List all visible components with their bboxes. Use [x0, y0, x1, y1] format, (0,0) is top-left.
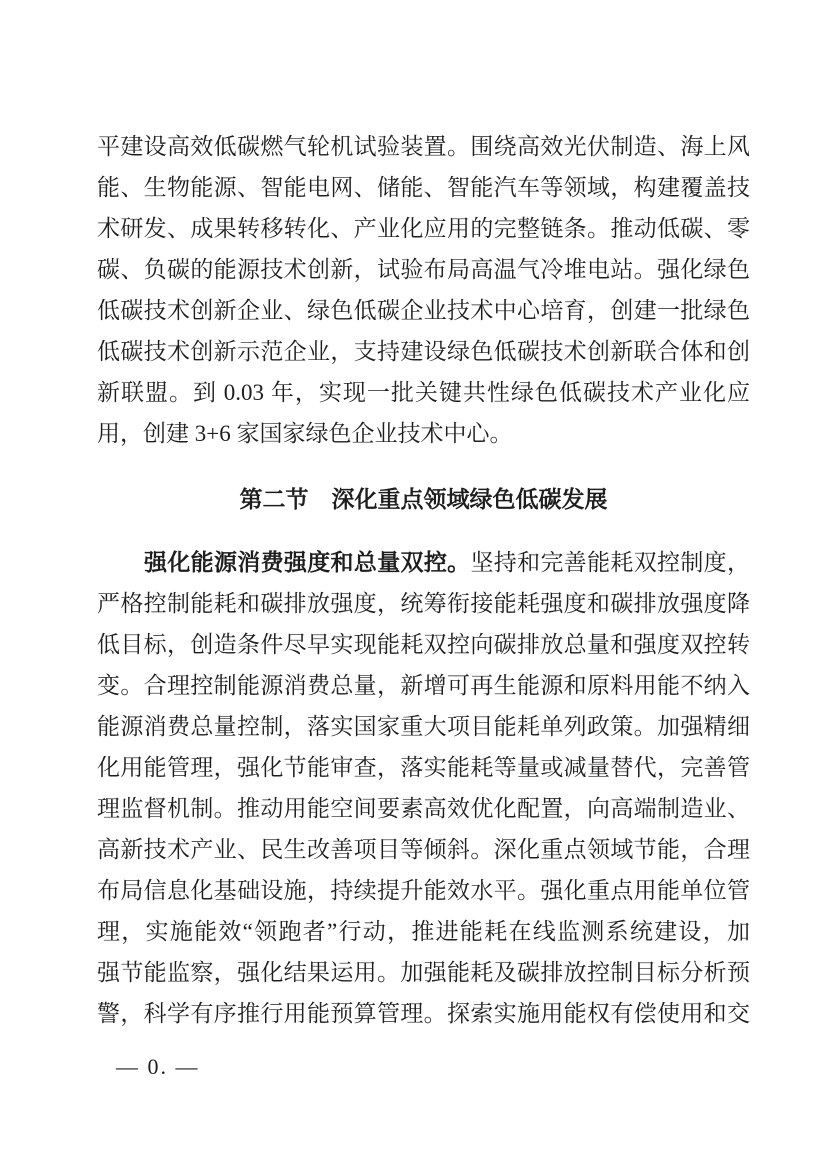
- text-line: 新联盟。到 0.03 年，实现一批关键共性绿色低碳技术产业化应: [97, 380, 750, 405]
- text-line: 平建设高效低碳燃气轮机试验装置。围绕高效光伏制造、海上风: [97, 134, 750, 159]
- text-line: 严格控制能耗和碳排放强度，统筹衔接能耗强度和碳排放强度降: [97, 591, 750, 616]
- text-line: 理，实施能效“领跑者”行动，推进能耗在线监测系统建设，加: [97, 919, 750, 944]
- section-heading: 第二节 深化重点领域绿色低碳发展: [239, 486, 608, 512]
- text-line: 能、生物能源、智能电网、储能、智能汽车等领域，构建覆盖技: [97, 175, 750, 200]
- text-line: 高新技术产业、民生改善项目等倾斜。深化重点领域节能，合理: [97, 837, 750, 862]
- continued-paragraph: [97, 126, 750, 454]
- text-line: 低碳技术创新企业、绿色低碳企业技术中心培育，创建一批绿色: [97, 298, 750, 323]
- text-line: [97, 542, 750, 583]
- text-line: 碳、负碳的能源技术创新，试验布局高温气冷堆电站。强化绿色: [97, 257, 750, 282]
- text-line: 低目标，创造条件尽早实现能耗双控向碳排放总量和强度双控转: [97, 632, 750, 657]
- paragraph-energy-dual-control: [97, 542, 750, 1034]
- text-line: 用，创建 3+6 家国家绿色企业技术中心。: [97, 421, 513, 446]
- text-line: 术研发、成果转移转化、产业化应用的完整链条。推动低碳、零: [97, 216, 750, 241]
- text-line: 化用能管理，强化节能审查，落实能耗等量或减量替代，完善管: [97, 755, 750, 780]
- paragraph-lead-sentence: 强化能源消费强度和总量双控。: [144, 550, 471, 575]
- text-line: 理监督机制。推动用能空间要素高效优化配置，向高端制造业、: [97, 796, 750, 821]
- text-line: 布局信息化基础设施，持续提升能效水平。强化重点用能单位管: [97, 878, 750, 903]
- text-line: 能源消费总量控制，落实国家重大项目能耗单列政策。加强精细: [97, 714, 750, 739]
- text-line: 强节能监察，强化结果运用。加强能耗及碳排放控制目标分析预: [97, 960, 750, 985]
- paragraph-lead-continuation: 坚持和完善能耗双控制度，: [470, 550, 750, 575]
- text-line: 低碳技术创新示范企业，支持建设绿色低碳技术创新联合体和创: [97, 339, 750, 364]
- text-line: 警，科学有序推行用能预算管理。探索实施用能权有偿使用和交: [97, 1001, 750, 1026]
- text-line: 变。合理控制能源消费总量，新增可再生能源和原料用能不纳入: [97, 673, 750, 698]
- page-number: — 0. —: [116, 1054, 200, 1079]
